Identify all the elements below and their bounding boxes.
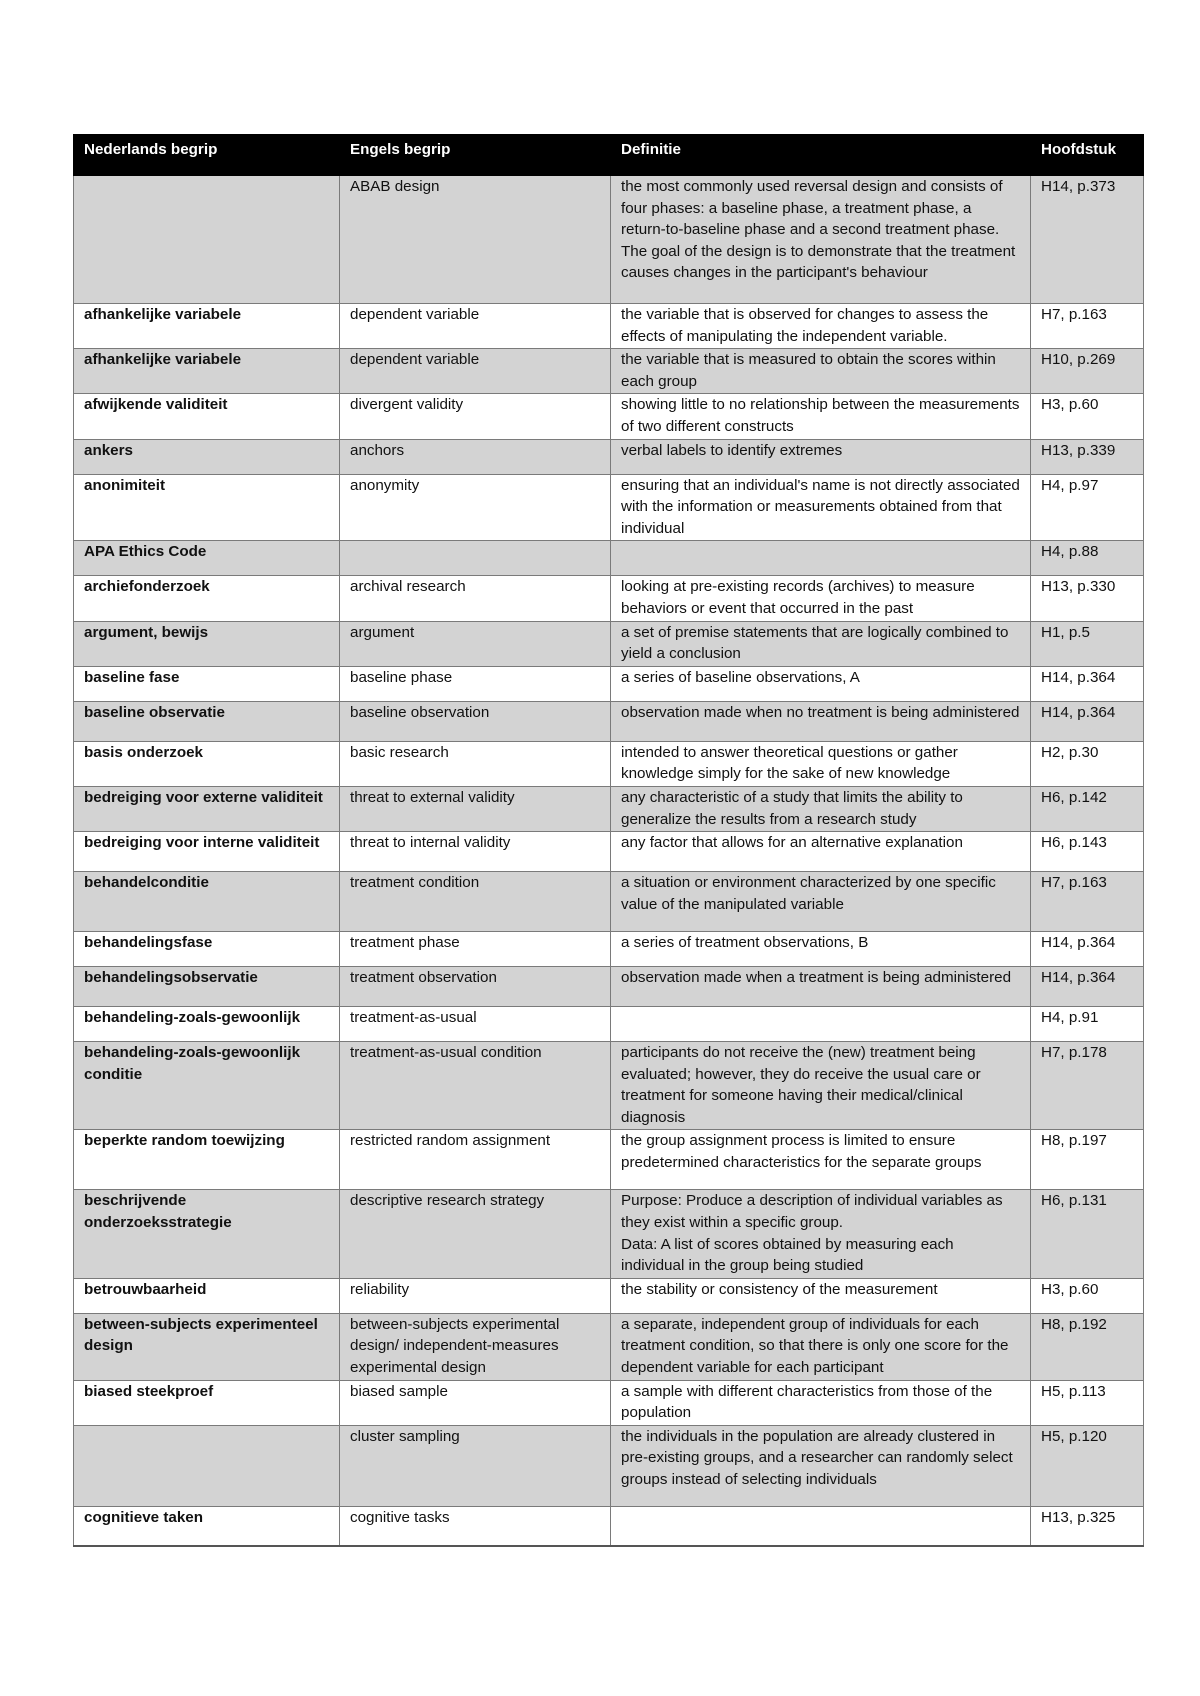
cell-dutch-term: bedreiging voor externe validiteit (74, 786, 340, 831)
cell-definition: a set of premise statements that are logically combined to yield a conclusion (611, 621, 1031, 666)
table-row (74, 621, 1144, 666)
cell-chapter: H7, p.178 (1031, 1042, 1144, 1130)
cell-chapter: H14, p.373 (1031, 176, 1144, 304)
cell-definition: intended to answer theoretical questions or gather knowledge simply for the sake of new knowledge (611, 741, 1031, 786)
cell-definition: a series of baseline observations, A (611, 666, 1031, 701)
cell-chapter: H2, p.30 (1031, 741, 1144, 786)
cell-definition (611, 541, 1031, 576)
cell-english-term: threat to internal validity (340, 832, 611, 872)
cell-chapter: H3, p.60 (1031, 1278, 1144, 1313)
cell-definition: the group assignment process is limited to ensure predetermined characteristics for the separate groups (611, 1130, 1031, 1190)
table-row (74, 1042, 1144, 1130)
table-row (74, 576, 1144, 621)
cell-chapter: H14, p.364 (1031, 666, 1144, 701)
cell-chapter: H8, p.197 (1031, 1130, 1144, 1190)
cell-dutch-term: ankers (74, 439, 340, 474)
cell-chapter: H14, p.364 (1031, 701, 1144, 741)
table-row (74, 701, 1144, 741)
cell-definition: the variable that is observed for changes to assess the effects of manipulating the independent variable. (611, 304, 1031, 349)
cell-chapter: H13, p.330 (1031, 576, 1144, 621)
table-row (74, 304, 1144, 349)
cell-english-term: ABAB design (340, 176, 611, 304)
cell-chapter: H1, p.5 (1031, 621, 1144, 666)
cell-dutch-term: beperkte random toewijzing (74, 1130, 340, 1190)
cell-english-term: cognitive tasks (340, 1506, 611, 1546)
table-row (74, 1007, 1144, 1042)
cell-definition: looking at pre-existing records (archives) to measure behaviors or event that occurred in the past (611, 576, 1031, 621)
glossary-page (73, 134, 1143, 1547)
cell-english-term: descriptive research strategy (340, 1190, 611, 1278)
cell-dutch-term: beschrijvende onderzoeksstrategie (74, 1190, 340, 1278)
header-chapter: Hoofdstuk (1031, 135, 1144, 176)
table-row (74, 1313, 1144, 1380)
header-definition: Definitie (611, 135, 1031, 176)
cell-chapter: H5, p.120 (1031, 1425, 1144, 1506)
cell-dutch-term: baseline observatie (74, 701, 340, 741)
cell-definition (611, 1506, 1031, 1546)
cell-dutch-term: between-subjects experimenteel design (74, 1313, 340, 1380)
cell-dutch-term: archiefonderzoek (74, 576, 340, 621)
cell-chapter: H14, p.364 (1031, 932, 1144, 967)
cell-chapter: H4, p.91 (1031, 1007, 1144, 1042)
cell-english-term: baseline observation (340, 701, 611, 741)
table-row (74, 1130, 1144, 1190)
cell-english-term: treatment-as-usual condition (340, 1042, 611, 1130)
cell-definition: a situation or environment characterized by one specific value of the manipulated variable (611, 872, 1031, 932)
cell-definition: any characteristic of a study that limits the ability to generalize the results from a research study (611, 786, 1031, 831)
cell-definition (611, 1007, 1031, 1042)
table-row (74, 394, 1144, 439)
cell-english-term: divergent validity (340, 394, 611, 439)
cell-definition: the variable that is measured to obtain the scores within each group (611, 349, 1031, 394)
cell-chapter: H14, p.364 (1031, 967, 1144, 1007)
cell-definition: showing little to no relationship between the measurements of two different constructs (611, 394, 1031, 439)
table-row (74, 1278, 1144, 1313)
table-row (74, 741, 1144, 786)
cell-english-term: threat to external validity (340, 786, 611, 831)
cell-chapter: H4, p.88 (1031, 541, 1144, 576)
cell-definition: any factor that allows for an alternative explanation (611, 832, 1031, 872)
table-row (74, 967, 1144, 1007)
cell-chapter: H7, p.163 (1031, 304, 1144, 349)
table-row (74, 786, 1144, 831)
cell-chapter: H5, p.113 (1031, 1380, 1144, 1425)
table-row (74, 541, 1144, 576)
cell-dutch-term: cognitieve taken (74, 1506, 340, 1546)
cell-english-term: between-subjects experimental design/ independent-measures experimental design (340, 1313, 611, 1380)
cell-dutch-term: basis onderzoek (74, 741, 340, 786)
cell-chapter: H3, p.60 (1031, 394, 1144, 439)
table-row (74, 832, 1144, 872)
cell-definition: a sample with different characteristics from those of the population (611, 1380, 1031, 1425)
cell-dutch-term (74, 176, 340, 304)
cell-definition: the most commonly used reversal design and consists of four phases: a baseline phase, a treatment phase, a return-to-baseline phase and a second treatment phase. The goal of the design is to demonstrate that the treatment causes changes in the participant's behaviour (611, 176, 1031, 304)
cell-english-term: treatment observation (340, 967, 611, 1007)
cell-dutch-term: afhankelijke variabele (74, 304, 340, 349)
cell-english-term: anchors (340, 439, 611, 474)
glossary-table (73, 134, 1144, 1547)
cell-dutch-term: behandeling-zoals-gewoonlijk conditie (74, 1042, 340, 1130)
cell-chapter: H13, p.339 (1031, 439, 1144, 474)
cell-dutch-term: behandelingsfase (74, 932, 340, 967)
table-header-row (74, 135, 1144, 176)
cell-chapter: H6, p.131 (1031, 1190, 1144, 1278)
cell-chapter: H7, p.163 (1031, 872, 1144, 932)
cell-english-term: cluster sampling (340, 1425, 611, 1506)
table-row (74, 439, 1144, 474)
cell-dutch-term: behandeling-zoals-gewoonlijk (74, 1007, 340, 1042)
table-row (74, 1425, 1144, 1506)
cell-english-term: basic research (340, 741, 611, 786)
cell-dutch-term (74, 1425, 340, 1506)
cell-dutch-term: afhankelijke variabele (74, 349, 340, 394)
cell-english-term: archival research (340, 576, 611, 621)
cell-english-term: treatment-as-usual (340, 1007, 611, 1042)
cell-english-term: treatment phase (340, 932, 611, 967)
cell-definition: participants do not receive the (new) treatment being evaluated; however, they do receive the usual care or treatment for someone having their medical/clinical diagnosis (611, 1042, 1031, 1130)
table-row (74, 1506, 1144, 1546)
table-row (74, 349, 1144, 394)
cell-definition: a separate, independent group of individuals for each treatment condition, so that there is only one score for the dependent variable for each participant (611, 1313, 1031, 1380)
cell-english-term (340, 541, 611, 576)
cell-english-term: reliability (340, 1278, 611, 1313)
table-row (74, 872, 1144, 932)
cell-chapter: H10, p.269 (1031, 349, 1144, 394)
cell-definition: a series of treatment observations, B (611, 932, 1031, 967)
table-row (74, 176, 1144, 304)
table-row (74, 932, 1144, 967)
cell-dutch-term: bedreiging voor interne validiteit (74, 832, 340, 872)
table-row (74, 666, 1144, 701)
cell-dutch-term: biased steekproef (74, 1380, 340, 1425)
cell-definition: observation made when no treatment is being administered (611, 701, 1031, 741)
cell-english-term: treatment condition (340, 872, 611, 932)
table-row (74, 1190, 1144, 1278)
cell-english-term: biased sample (340, 1380, 611, 1425)
table-row (74, 1380, 1144, 1425)
cell-dutch-term: behandelingsobservatie (74, 967, 340, 1007)
cell-definition: the individuals in the population are already clustered in pre-existing groups, and a researcher can randomly select groups instead of selecting individuals (611, 1425, 1031, 1506)
cell-definition: observation made when a treatment is being administered (611, 967, 1031, 1007)
cell-chapter: H4, p.97 (1031, 474, 1144, 541)
cell-chapter: H13, p.325 (1031, 1506, 1144, 1546)
header-english-term: Engels begrip (340, 135, 611, 176)
cell-dutch-term: afwijkende validiteit (74, 394, 340, 439)
cell-dutch-term: behandelconditie (74, 872, 340, 932)
table-body (74, 176, 1144, 1547)
cell-definition: ensuring that an individual's name is not directly associated with the information or measurements obtained from that individual (611, 474, 1031, 541)
header-dutch-term: Nederlands begrip (74, 135, 340, 176)
cell-english-term: anonymity (340, 474, 611, 541)
cell-dutch-term: anonimiteit (74, 474, 340, 541)
table-row (74, 474, 1144, 541)
cell-dutch-term: betrouwbaarheid (74, 1278, 340, 1313)
cell-definition: the stability or consistency of the measurement (611, 1278, 1031, 1313)
cell-english-term: dependent variable (340, 349, 611, 394)
cell-definition: verbal labels to identify extremes (611, 439, 1031, 474)
cell-dutch-term: argument, bewijs (74, 621, 340, 666)
cell-chapter: H6, p.143 (1031, 832, 1144, 872)
cell-chapter: H8, p.192 (1031, 1313, 1144, 1380)
cell-chapter: H6, p.142 (1031, 786, 1144, 831)
cell-definition: Purpose: Produce a description of individual variables as they exist within a specific group. Data: A list of scores obtained by measuring each individual in the group being studied (611, 1190, 1031, 1278)
cell-english-term: baseline phase (340, 666, 611, 701)
cell-english-term: dependent variable (340, 304, 611, 349)
cell-dutch-term: APA Ethics Code (74, 541, 340, 576)
cell-dutch-term: baseline fase (74, 666, 340, 701)
cell-english-term: argument (340, 621, 611, 666)
cell-english-term: restricted random assignment (340, 1130, 611, 1190)
